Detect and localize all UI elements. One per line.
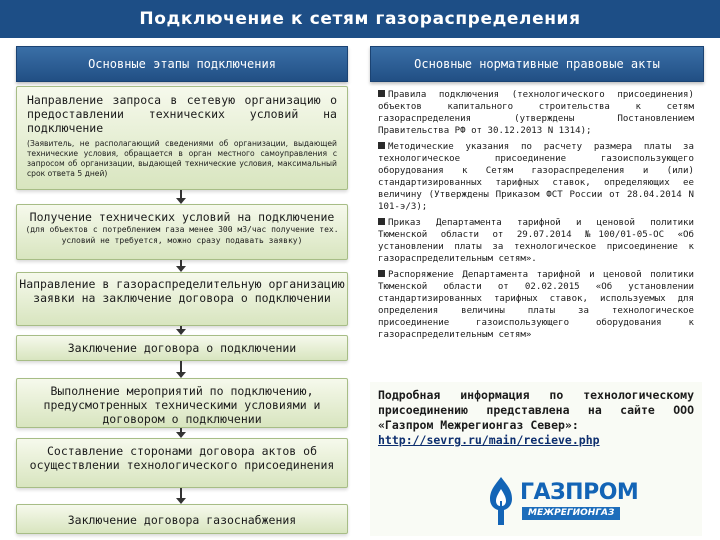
step-2-title: Получение технических условий на подключение <box>29 210 335 224</box>
arrow-3 <box>180 326 182 333</box>
step-2-note: (для объектов с потреблением газа менее 300 м3/час получение тех. условий не требуется, можно сразу подавать заявку) <box>25 225 339 245</box>
legal-act-item <box>378 217 694 265</box>
legal-act-item <box>378 269 694 341</box>
legal-act-text: Приказ Департамента тарифной и ценовой политики Тюменской области от 29.07.2014 №100/01-05-ОС «Об установлении платы за технологическое присоединение к газораспределительным сетям». <box>378 218 694 264</box>
stages-header: Основные этапы подключения <box>16 46 348 82</box>
arrow-5 <box>180 428 182 436</box>
step-7-title: Заключение договора газоснабжения <box>67 513 297 527</box>
legal-acts-list <box>370 86 702 380</box>
step-4-title: Заключение договора о подключении <box>67 341 297 355</box>
legal-act-text: Правила подключения (технологического присоединения) объектов капитального строительства к сетям газораспределения (утверждены Постановлением Правительства РФ от 30.12.2013 N 1314); <box>378 90 694 136</box>
legal-act-item <box>378 89 694 137</box>
legal-act-item <box>378 141 694 213</box>
step-receive-technical-conditions <box>16 204 348 260</box>
step-request-technical-conditions <box>16 86 348 190</box>
gazprom-logo <box>484 475 639 531</box>
info-panel <box>370 382 702 536</box>
step-1-title: Направление запроса в сетевую организацию о предоставлении технических условий на подключение <box>27 93 337 135</box>
legal-act-text: Методические указания по расчету размера платы за технологическое присоединение газоиспользующего оборудования к Сетям газораспределения и (или) стандартизированных тарифных ставок, определяющих ее величину (Утверждены Приказом ФСТ России от 28.04.2014 N 101-э/3); <box>378 142 694 212</box>
square-bullet-icon <box>378 218 385 225</box>
step-3-title: Направление в газораспределительную организацию заявки на заключение договора о подключении <box>19 277 345 305</box>
square-bullet-icon <box>378 142 385 149</box>
legal-act-text: Распоряжение Департамента тарифной и ценовой политики Тюменской области от 02.02.2015 «Об установлении стандартизированных тарифных ставок, используемых для определения величины платы за технологическое присоединение газоиспользующего оборудования к газораспределительным сетям» <box>378 270 694 340</box>
website-link[interactable]: http://sevrg.ru/main/recieve.php <box>378 433 600 447</box>
logo-sub-text: МЕЖРЕГИОНГАЗ <box>522 507 620 520</box>
square-bullet-icon <box>378 90 385 97</box>
stages-flowchart <box>16 86 350 536</box>
step-connection-acts <box>16 438 348 488</box>
step-1-note: (Заявитель, не располагающий сведениями об организации, выдающей технические условия, обращается в орган местного самоуправления с запросом об организации, выдающей технические условия, максимальный срок ответа 5 дней) <box>27 139 337 178</box>
square-bullet-icon <box>378 270 385 277</box>
step-connection-measures <box>16 378 348 428</box>
flame-icon <box>484 475 518 527</box>
arrow-1 <box>180 190 182 202</box>
arrow-2 <box>180 260 182 270</box>
arrow-6 <box>180 488 182 502</box>
step-5-title: Выполнение мероприятий по подключению, предусмотренных техническими условиями и договором о подключении <box>43 384 321 426</box>
step-connection-contract <box>16 335 348 361</box>
legal-acts-header: Основные нормативные правовые акты <box>370 46 704 82</box>
info-text: Подробная информация по технологическому присоединению представлена на сайте ООО «Газпром Межрегионгаз Север»: <box>378 388 694 432</box>
step-6-title: Составление сторонами договора актов об осуществлении технологического присоединения <box>29 444 335 472</box>
step-gas-supply-contract <box>16 504 348 534</box>
arrow-4 <box>180 361 182 376</box>
logo-brand-text: ГАЗПРОМ <box>520 480 639 505</box>
page-title: Подключение к сетям газораспределения <box>0 0 720 38</box>
step-send-application <box>16 272 348 326</box>
